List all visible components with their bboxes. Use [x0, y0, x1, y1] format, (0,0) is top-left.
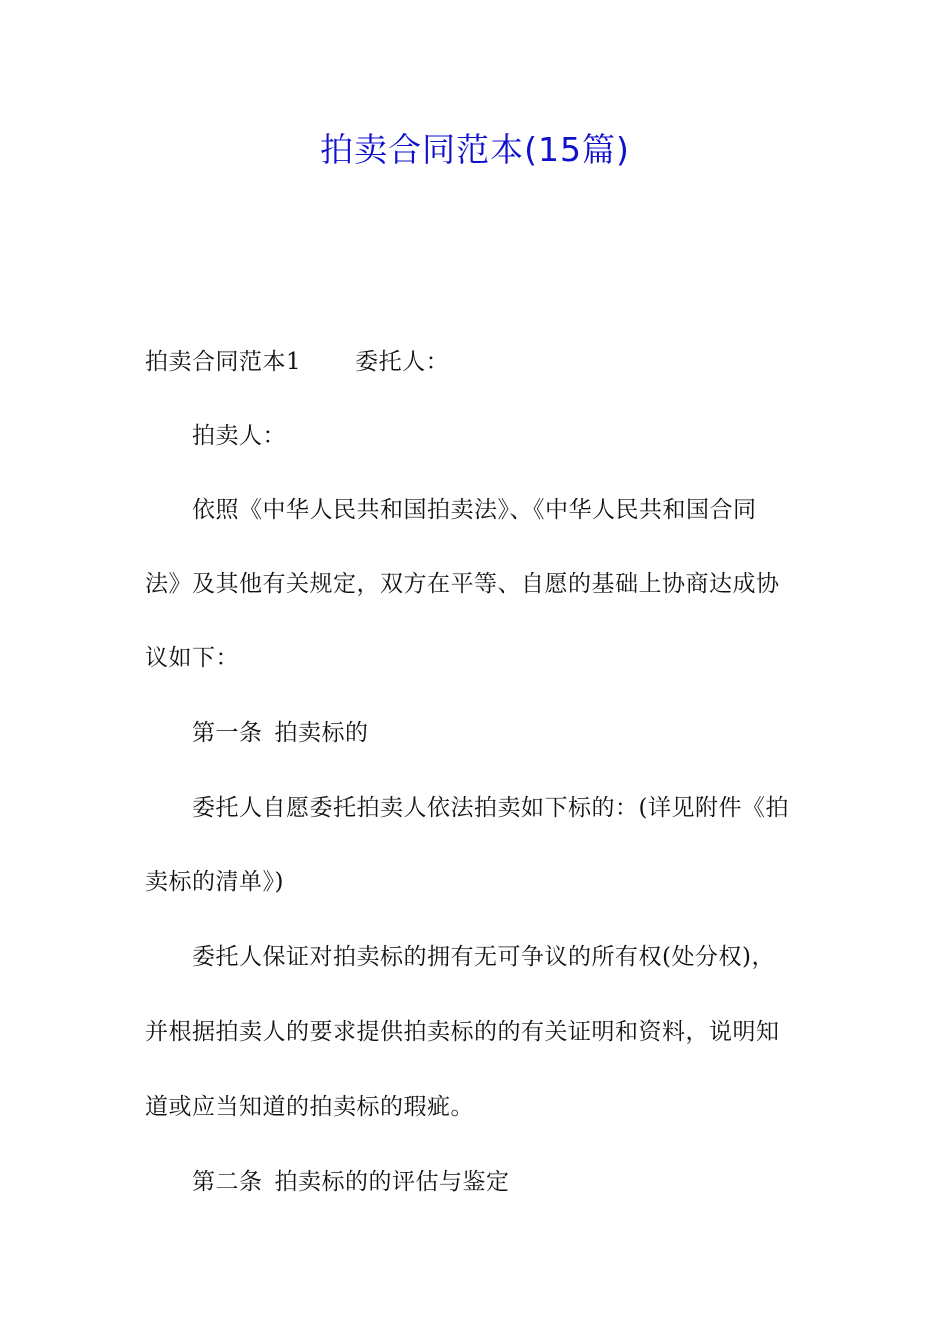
auctioneer-label: 拍卖人： [192, 423, 286, 449]
heading-line [145, 346, 449, 378]
article-1-para-1-line-2: 卖标的清单》) [145, 869, 284, 895]
article-2-heading [192, 1166, 510, 1198]
preamble-line-3: 议如下： [145, 645, 239, 671]
preamble-line-2: 法》及其他有关规定，双方在平等、自愿的基础上协商达成协 [145, 571, 780, 597]
article-1-para-2-line-3: 道或应当知道的拍卖标的瑕疵。 [145, 1094, 474, 1120]
article-2-title: 拍卖标的的评估与鉴定 [274, 1169, 510, 1195]
document-title: 拍卖合同范本(15篇) [320, 130, 630, 169]
principal-label: 委托人： [355, 349, 450, 375]
section-heading: 拍卖合同范本1 [145, 349, 302, 375]
article-1-para-1-line-1: 委托人自愿委托拍卖人依法拍卖如下标的：(详见附件《拍 [192, 795, 789, 821]
preamble-line-1: 依照《中华人民共和国拍卖法》、《中华人民共和国合同 [192, 497, 757, 523]
article-1-heading [192, 717, 369, 749]
article-1-para-2-line-1: 委托人保证对拍卖标的拥有无可争议的所有权(处分权)， [192, 944, 775, 970]
article-2-number: 第二条 [192, 1169, 263, 1195]
article-1-number: 第一条 [192, 720, 263, 746]
article-1-title: 拍卖标的 [274, 720, 369, 746]
article-1-para-2-line-2: 并根据拍卖人的要求提供拍卖标的的有关证明和资料，说明知 [145, 1019, 780, 1045]
